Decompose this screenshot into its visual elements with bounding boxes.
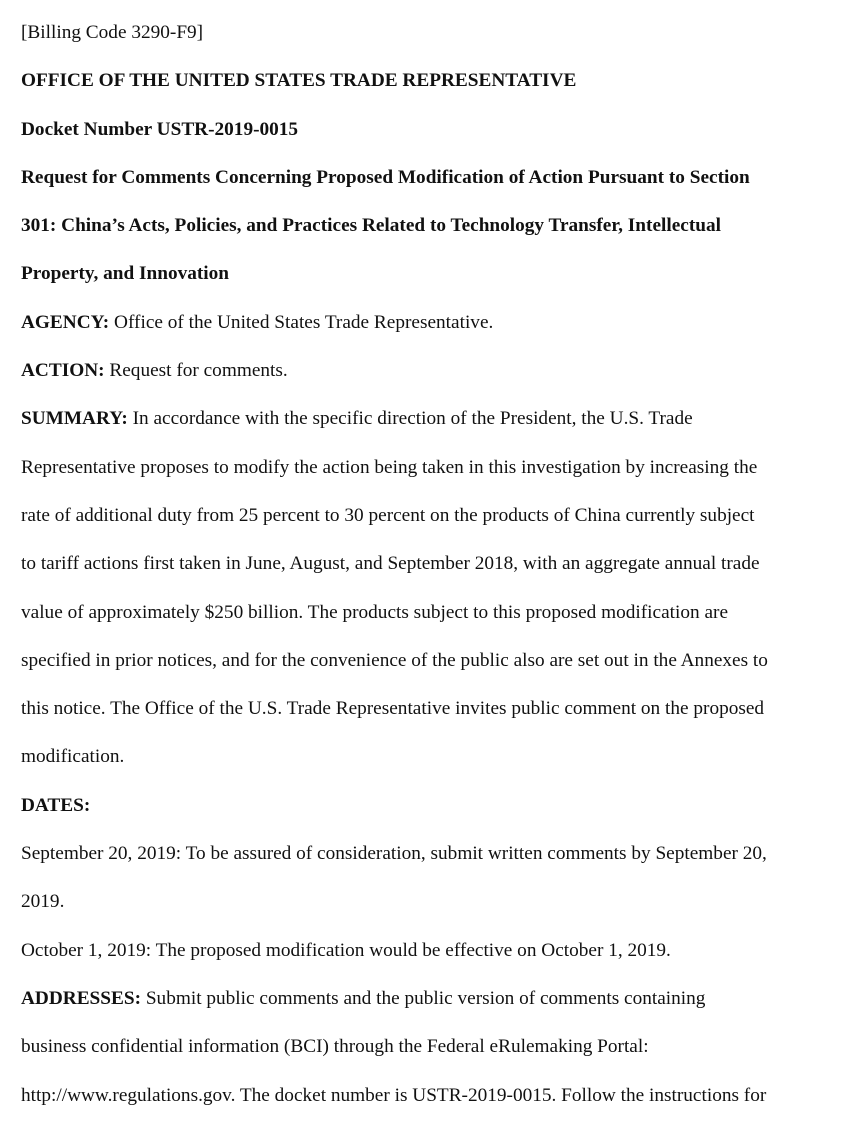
title-line	[21, 165, 849, 213]
dates-line: September 20, 2019: To be assured of consideration, submit written comments by September 20,	[21, 843, 767, 865]
summary-line: Representative proposes to modify the action being taken in this investigation by increasing the	[21, 456, 758, 478]
summary-line: modification.	[21, 746, 125, 768]
summary-line: rate of additional duty from 25 percent to 30 percent on the products of China currently subject	[21, 504, 755, 526]
addresses-line	[21, 986, 849, 1034]
addresses-line: http://www.regulations.gov. The docket number is USTR-2019-0015. Follow the instructions for	[21, 1084, 767, 1106]
docket-text: Docket Number USTR-2019-0015	[21, 118, 299, 140]
action-label: ACTION:	[21, 360, 105, 382]
office-heading	[21, 68, 849, 116]
document-page	[21, 20, 849, 1131]
summary-label: SUMMARY:	[21, 408, 128, 430]
docket-number	[21, 117, 849, 165]
title-text: Request for Comments Concerning Proposed Modification of Action Pursuant to Section	[21, 166, 750, 188]
summary-line: to tariff actions first taken in June, August, and September 2018, with an aggregate annual trade	[21, 553, 760, 575]
dates-line: October 1, 2019: The proposed modification would be effective on October 1, 2019.	[21, 939, 671, 961]
action-line	[21, 358, 849, 406]
title-line	[21, 261, 849, 309]
addresses-label: ADDRESSES:	[21, 987, 142, 1009]
office-name: OFFICE OF THE UNITED STATES TRADE REPRESENTATIVE	[21, 70, 577, 92]
addresses-line: business confidential information (BCI) through the Federal eRulemaking Portal:	[21, 1036, 649, 1058]
agency-label: AGENCY:	[21, 311, 110, 333]
summary-line	[21, 406, 849, 454]
summary-line: specified in prior notices, and for the convenience of the public also are set out in the Annexes to	[21, 649, 768, 671]
dates-line: 2019.	[21, 891, 65, 913]
summary-text: In accordance with the specific direction of the President, the U.S. Trade	[127, 408, 693, 430]
agency-text: Office of the United States Trade Representative.	[109, 311, 494, 333]
billing-code: [Billing Code 3290-F9]	[21, 22, 204, 43]
addresses-text: Submit public comments and the public version of comments containing	[141, 987, 706, 1009]
title-line	[21, 213, 849, 261]
agency-line	[21, 310, 849, 358]
title-text: 301: China’s Acts, Policies, and Practices Related to Technology Transfer, Intellectual	[21, 215, 721, 237]
action-text: Request for comments.	[104, 360, 288, 382]
dates-heading	[21, 793, 849, 841]
summary-line: value of approximately $250 billion. The products subject to this proposed modification are	[21, 601, 729, 623]
title-text: Property, and Innovation	[21, 263, 230, 285]
summary-line: this notice. The Office of the U.S. Trade Representative invites public comment on the proposed	[21, 698, 765, 720]
dates-label: DATES:	[21, 794, 91, 816]
